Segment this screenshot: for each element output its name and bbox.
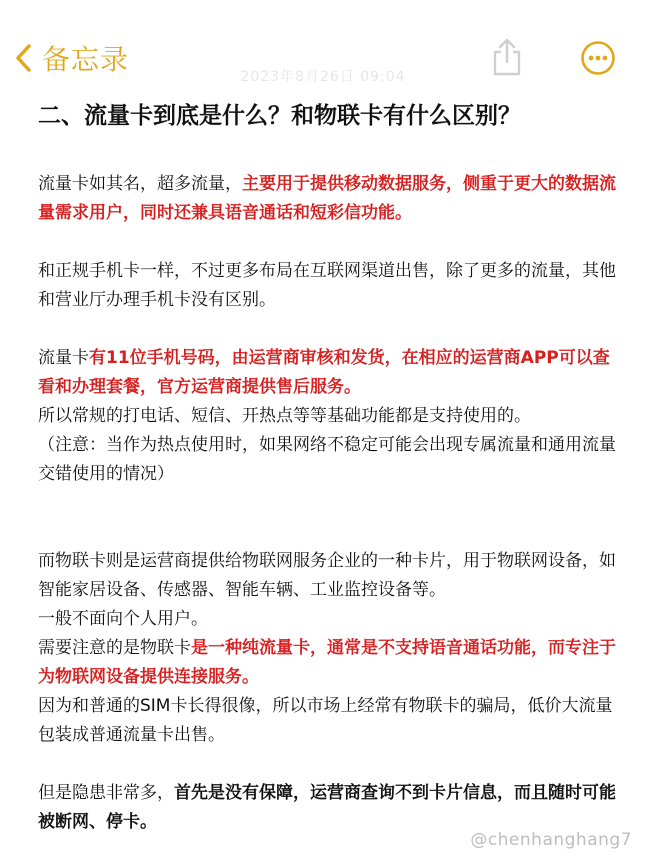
- note-body[interactable]: [38, 98, 618, 837]
- top-bar: [0, 0, 646, 100]
- paragraph-1: [38, 170, 618, 228]
- paragraph-2: 和正规手机卡一样，不过更多布局在互联网渠道出售，除了更多的流量，其他和营业厅办理手机卡没有区别。: [38, 261, 616, 310]
- paragraph-8: [38, 634, 618, 692]
- p10-bold: 首先是没有保障，运营商查询不到卡片信息，而且随时可能被断网、停卡。: [38, 783, 616, 832]
- paragraph-9: 因为和普通的SIM卡长得很像，所以市场上经常有物联卡的骗局，低价大流量包装成普通流量卡出售。: [38, 696, 613, 745]
- p3-highlight: 有11位手机号码，由运营商审核和发货，在相应的运营商APP可以查看和办理套餐，官方运营商提供售后服务。: [38, 348, 610, 397]
- paragraph-3: [38, 344, 618, 402]
- note-title: 二、流量卡到底是什么？和物联卡有什么区别？: [38, 103, 521, 129]
- p3-text: 流量卡: [38, 348, 89, 368]
- back-label: 备忘录: [42, 43, 130, 76]
- paragraph-10: [38, 779, 618, 837]
- p8-highlight: 是一种纯流量卡，通常是不支持语音通话功能，而专注于为物联网设备提供连接服务。: [38, 638, 616, 687]
- paragraph-4: 所以常规的打电话、短信、开热点等等基础功能都是支持使用的。: [38, 406, 531, 426]
- paragraph-6: 而物联卡则是运营商提供给物联网服务企业的一种卡片，用于物联网设备，如智能家居设备、传感器、智能车辆、工业监控设备等。: [38, 551, 616, 600]
- p1-text: 流量卡如其名，超多流量，: [38, 174, 242, 194]
- paragraph-7: 一般不面向个人用户。: [38, 609, 208, 629]
- p10-text: 但是隐患非常多，: [38, 783, 174, 803]
- note-date: 2023年8月26日 09:04: [240, 69, 406, 85]
- p1-highlight: 主要用于提供移动数据服务，侧重于更大的数据流量需求用户，同时还兼具语音通话和短彩信功能。: [38, 174, 616, 223]
- paragraph-5: （注意：当作为热点使用时，如果网络不稳定可能会出现专属流量和通用流量交错使用的情况）: [38, 435, 616, 484]
- p8-text: 需要注意的是物联卡: [38, 638, 191, 658]
- watermark: @chenhanghang7: [470, 830, 632, 850]
